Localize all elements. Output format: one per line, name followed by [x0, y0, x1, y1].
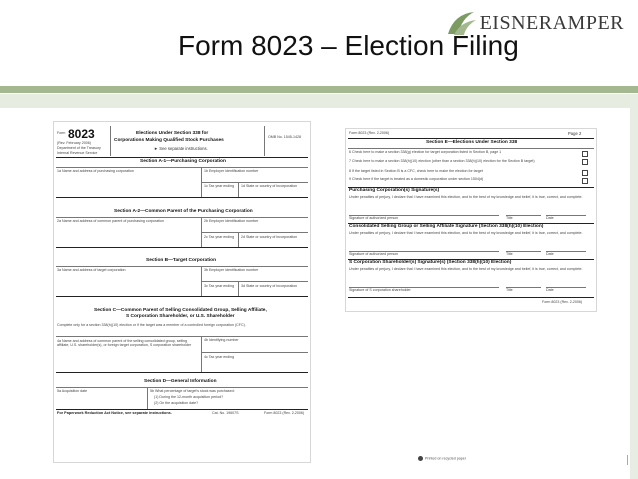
form-meta-2: Department of the Treasury — [57, 146, 101, 150]
field-2d[interactable]: 2d State or country of incorporation — [241, 235, 298, 239]
sig-date-3: Date — [546, 288, 554, 292]
field-3c[interactable]: 3c Tax year ending — [204, 284, 235, 288]
item-6-checkbox[interactable] — [582, 151, 588, 157]
perjury-note-2: Under penalties of perjury, I declare that I have examined this election, and to the best of my knowledge and belief, it is true, correct, and complete. — [349, 231, 583, 235]
section-c-note: Complete only for a section 338(h)(10) election or if the target was a member of a controlled foreign corporation (CFC). — [57, 323, 246, 327]
field-1c[interactable]: 1c Tax year ending — [204, 184, 235, 188]
section-c-heading: Section C—Common Parent of Selling Consolidated Group, Selling Affiliate, — [94, 308, 267, 313]
recycled-paper-text: Printed on recycled paper — [425, 456, 466, 461]
perjury-note-1: Under penalties of perjury, I declare that I have examined this election, and to the best of my knowledge and belief, it is true, correct, and complete. — [349, 195, 583, 199]
item-9: 9 Check here if the target is treated as a domestic corporation under section 1504(d) — [349, 177, 484, 181]
sig-label-2: Signature of authorized person — [349, 252, 399, 256]
sig-date-1: Date — [546, 216, 554, 220]
right-accent-bar — [630, 94, 638, 479]
sig-date-2: Date — [546, 252, 554, 256]
s-corp-signature-heading: S Corporation Shareholder(s) Signature(s) (Section 338(h)(10) Election) — [349, 260, 512, 265]
form-footer-2: Form 8023 (Rev. 2-2006) — [542, 300, 583, 304]
field-4c[interactable]: 4c Tax year ending — [204, 355, 235, 359]
form-meta-3: Internal Revenue Service — [57, 151, 98, 155]
field-5a[interactable]: 5a Acquisition date — [57, 389, 88, 393]
cat-number: Cat. No. 19607S — [212, 411, 239, 415]
consolidated-signature-heading: Consolidated Selling Group or Selling Affiliate Signature (Section 338(h)(10) Election) — [349, 224, 544, 229]
title-rule — [0, 86, 638, 93]
slide-title: Form 8023 – Election Filing — [178, 30, 519, 61]
field-2a[interactable]: 2a Name and address of common parent of purchasing corporation — [57, 219, 164, 223]
field-1b[interactable]: 1b Employer identification number — [204, 169, 259, 173]
recycled-paper-mark — [418, 456, 466, 461]
purchasing-signature-heading: Purchasing Corporation(s) Signature(s) — [349, 188, 440, 193]
form-title-line-1: Elections Under Section 338 for — [136, 131, 209, 136]
section-e-heading: Section E—Elections Under Section 338 — [426, 140, 518, 145]
item-7: 7 Check here to make a section 338(h)(10) election (other than a section 338(h)(10) election for the Section B target) — [349, 159, 535, 163]
form-title-line-2: Corporations Making Qualified Stock Purchases — [114, 138, 224, 143]
perjury-note-3: Under penalties of perjury, I declare that I have examined this election, and to the best of my knowledge and belief, it is true, correct, and complete. — [349, 267, 583, 271]
field-3a[interactable]: 3a Name and address of target corporation — [57, 268, 126, 272]
field-3b[interactable]: 3b Employer identification number — [204, 268, 259, 272]
sig-label-1: Signature of authorized person — [349, 216, 399, 220]
form-footer-1: Form 8023 (Rev. 2-2006) — [264, 411, 305, 415]
item-8-checkbox[interactable] — [582, 170, 588, 176]
slide-number-tick — [627, 455, 628, 465]
field-1d[interactable]: 1d State or country of incorporation — [241, 184, 298, 188]
form-meta-1: (Rev. February 2006) — [57, 141, 91, 145]
omb-number: OMB No. 1545-1428 — [268, 135, 301, 139]
shareholder-sig-label: Signature of S corporation shareholder — [349, 288, 411, 292]
form-8023-page-1 — [53, 121, 311, 463]
title-rule-band — [0, 94, 638, 108]
field-4b[interactable]: 4b Identifying number — [204, 338, 239, 342]
form-label: Form — [57, 131, 66, 135]
logo-text: EISNERAMPER — [479, 11, 624, 34]
see-instructions: ► See separate instructions. — [154, 146, 208, 151]
paperwork-notice: For Paperwork Reduction Act Notice, see separate instructions. — [57, 411, 172, 415]
field-5b-2[interactable]: (2) On the acquisition date? — [154, 401, 199, 405]
sig-title-1: Title — [506, 216, 513, 220]
item-6: 6 Check here to make a section 338(g) election for target corporation listed in Section B, page 1 — [349, 150, 502, 154]
item-8: 8 If the target listed in Section B is a CFC, check here to make the election for target — [349, 169, 483, 173]
form-8023-page-2 — [345, 128, 597, 312]
item-7-checkbox[interactable] — [582, 159, 588, 165]
field-5b[interactable]: 5b What percentage of target's stock was purchased: — [150, 389, 235, 393]
recycle-icon — [418, 456, 423, 461]
section-c-heading-2: S Corporation Shareholder, or U.S. Shareholder — [126, 314, 235, 319]
field-1a[interactable]: 1a Name and address of purchasing corporation — [57, 169, 134, 173]
section-a2-heading: Section A-2—Common Parent of the Purchasing Corporation — [114, 209, 253, 214]
sig-title-2: Title — [506, 252, 513, 256]
field-2b[interactable]: 2b Employer identification number — [204, 219, 259, 223]
section-a1-heading: Section A-1—Purchasing Corporation — [140, 159, 226, 164]
sig-title-3: Title — [506, 288, 513, 292]
field-2c[interactable]: 2c Tax year ending — [204, 235, 235, 239]
field-3d[interactable]: 3d State or country of incorporation — [241, 284, 298, 288]
item-9-checkbox[interactable] — [582, 178, 588, 184]
page2-header: Form 8023 (Rev. 2-2006) — [349, 131, 390, 135]
form-number: 8023 — [68, 127, 95, 141]
field-4a[interactable]: 4a Name and address of common parent of the selling consolidated group, selling affiliate, U.S. shareholder(s), or foreign target corporation, S corporation shareholder — [57, 339, 192, 348]
page2-page-number: Page 2 — [568, 131, 582, 136]
section-b-heading: Section B—Target Corporation — [146, 258, 217, 263]
section-d-heading: Section D—General Information — [144, 379, 217, 384]
field-5b-1[interactable]: (1) During the 12-month acquisition period? — [154, 395, 224, 399]
